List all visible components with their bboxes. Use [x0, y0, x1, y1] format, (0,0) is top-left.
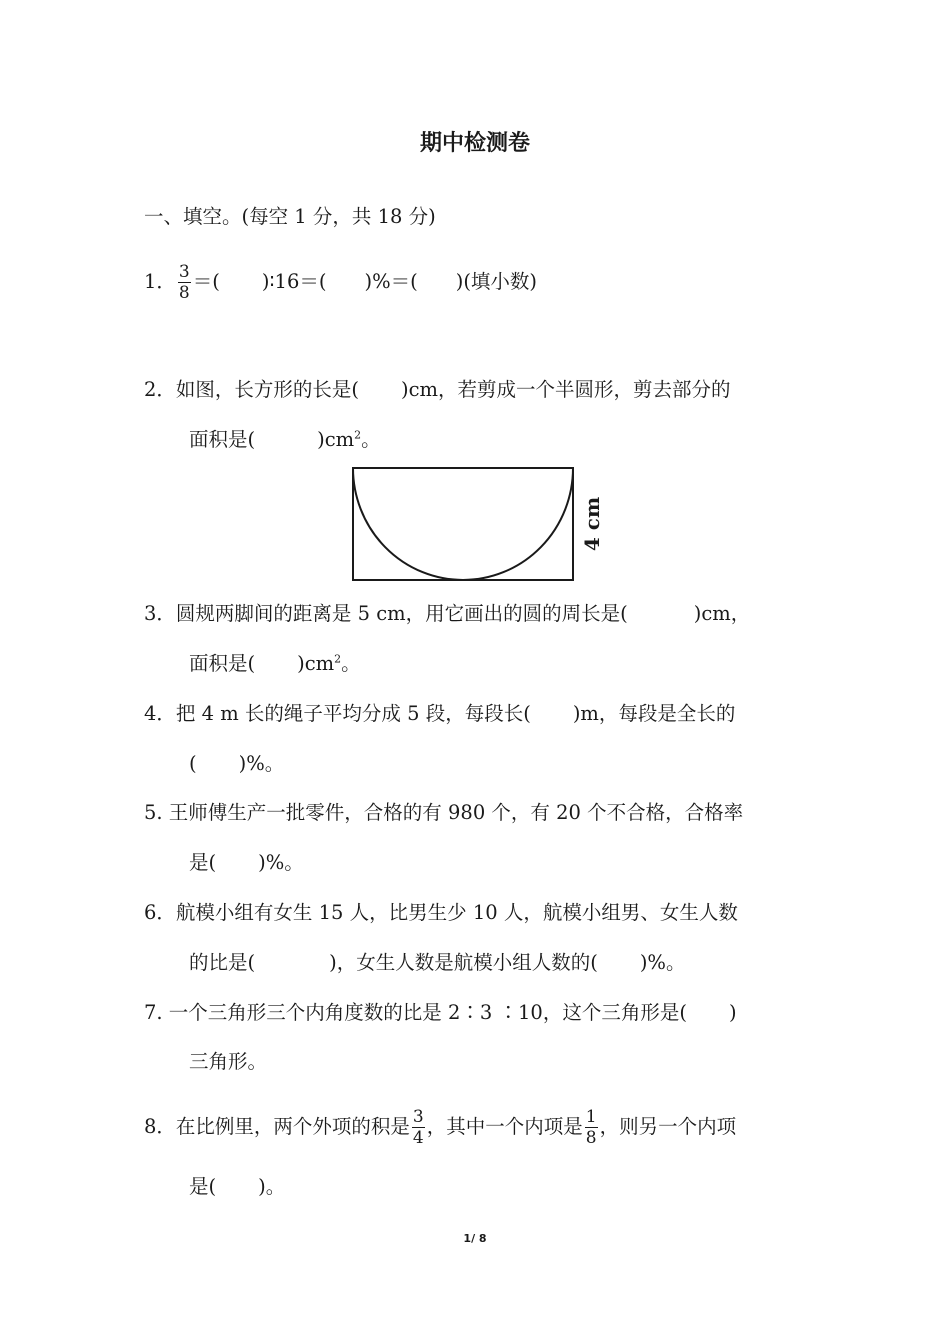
q8-frac2-den: 8: [585, 1128, 597, 1148]
q4-text-3: (: [189, 752, 197, 775]
question-6-line-2: [189, 949, 685, 977]
q2-text-3: 面积是(: [189, 428, 256, 451]
question-5-line-2: [189, 849, 304, 877]
q8-text-3: ，则另一个内项: [599, 1115, 737, 1138]
q4-text-2: )m，每段是全长的: [572, 702, 736, 725]
q6-text-3: )%。: [639, 951, 686, 974]
q8-fraction-2: [585, 1107, 598, 1148]
q6-text-1: 的比是(: [189, 951, 256, 974]
q2-text-4: )cm: [317, 428, 355, 451]
q8-text-1: 8．在比例里，两个外项的积是: [144, 1115, 410, 1138]
q3-text-3: 面积是(: [189, 652, 256, 675]
q5-text-1: 是(: [189, 851, 217, 874]
q3-superscript: 2: [334, 652, 342, 666]
question-1: [144, 262, 537, 303]
question-2-line-1: [144, 376, 731, 404]
q4-text-4: )%。: [238, 752, 285, 775]
question-2-line-2: [189, 426, 381, 454]
q8-frac1-den: 4: [412, 1128, 424, 1148]
question-7-line-2: 三角形。: [189, 1050, 268, 1073]
q2-superscript: 2: [354, 428, 362, 442]
question-8-line-2: [189, 1173, 285, 1201]
q3-text-2: )cm，: [693, 602, 751, 625]
question-5-line-1: 5. 王师傅生产一批零件，合格的有 980 个，有 20 个不合格，合格率: [144, 801, 744, 824]
q8-frac2-num: 1: [585, 1107, 597, 1127]
q3-text-5: 。: [341, 652, 361, 675]
q3-text-1: 3．圆规两脚间的距离是 5 cm，用它画出的圆的周长是(: [144, 602, 628, 625]
q1-frac-den: 8: [178, 283, 190, 303]
q1-number: 1．: [144, 270, 176, 293]
q2-text-5: 。: [361, 428, 381, 451]
q8-frac1-num: 3: [412, 1107, 424, 1127]
q5-text-2: )%。: [258, 851, 304, 874]
question-3-line-1: [144, 600, 750, 628]
page-number: 1/ 8: [463, 1232, 487, 1245]
section-heading: 一、填空。(每空 1 分，共 18 分): [144, 205, 436, 228]
page-title: 期中检测卷: [419, 131, 530, 156]
q8-text-4: 是(: [189, 1175, 217, 1198]
q1-text-3: )%＝(: [364, 270, 418, 293]
question-7-line-1: [144, 999, 737, 1027]
q7-text-2: ): [728, 1001, 737, 1024]
q1-text-4: )(填小数): [455, 270, 538, 293]
rectangle-semicircle-figure: [345, 462, 615, 592]
q3-text-4: )cm: [297, 652, 335, 675]
question-4-line-1: [144, 700, 735, 728]
q1-text-1: ＝(: [192, 270, 220, 293]
q1-frac-num: 3: [178, 262, 190, 282]
figure-semicircle: [353, 468, 573, 580]
q7-text-1: 7. 一个三角形三个内角度数的比是 2∶3 ∶10，这个三角形是(: [144, 1001, 687, 1024]
figure-rectangle: [353, 468, 573, 580]
question-6-line-1: 6．航模小组有女生 15 人，比男生少 10 人，航模小组男、女生人数: [144, 901, 738, 924]
q8-text-2: ，其中一个内项是: [426, 1115, 583, 1138]
question-8-line-1: [144, 1107, 736, 1148]
question-3-line-2: [189, 650, 361, 678]
q8-fraction-1: [412, 1107, 425, 1148]
figure-height-label: 4 cm: [580, 496, 604, 552]
question-4-line-2: [189, 750, 284, 778]
q8-text-5: )。: [258, 1175, 286, 1198]
q1-fraction: [178, 262, 191, 303]
q1-text-2: )∶16＝(: [261, 270, 327, 293]
q6-text-2: )，女生人数是航模小组人数的(: [329, 951, 598, 974]
q2-text-1: 2．如图，长方形的长是(: [144, 378, 360, 401]
q2-text-2: )cm，若剪成一个半圆形，剪去部分的: [401, 378, 731, 401]
q4-text-1: 4．把 4 m 长的绳子平均分成 5 段，每段长(: [144, 702, 531, 725]
